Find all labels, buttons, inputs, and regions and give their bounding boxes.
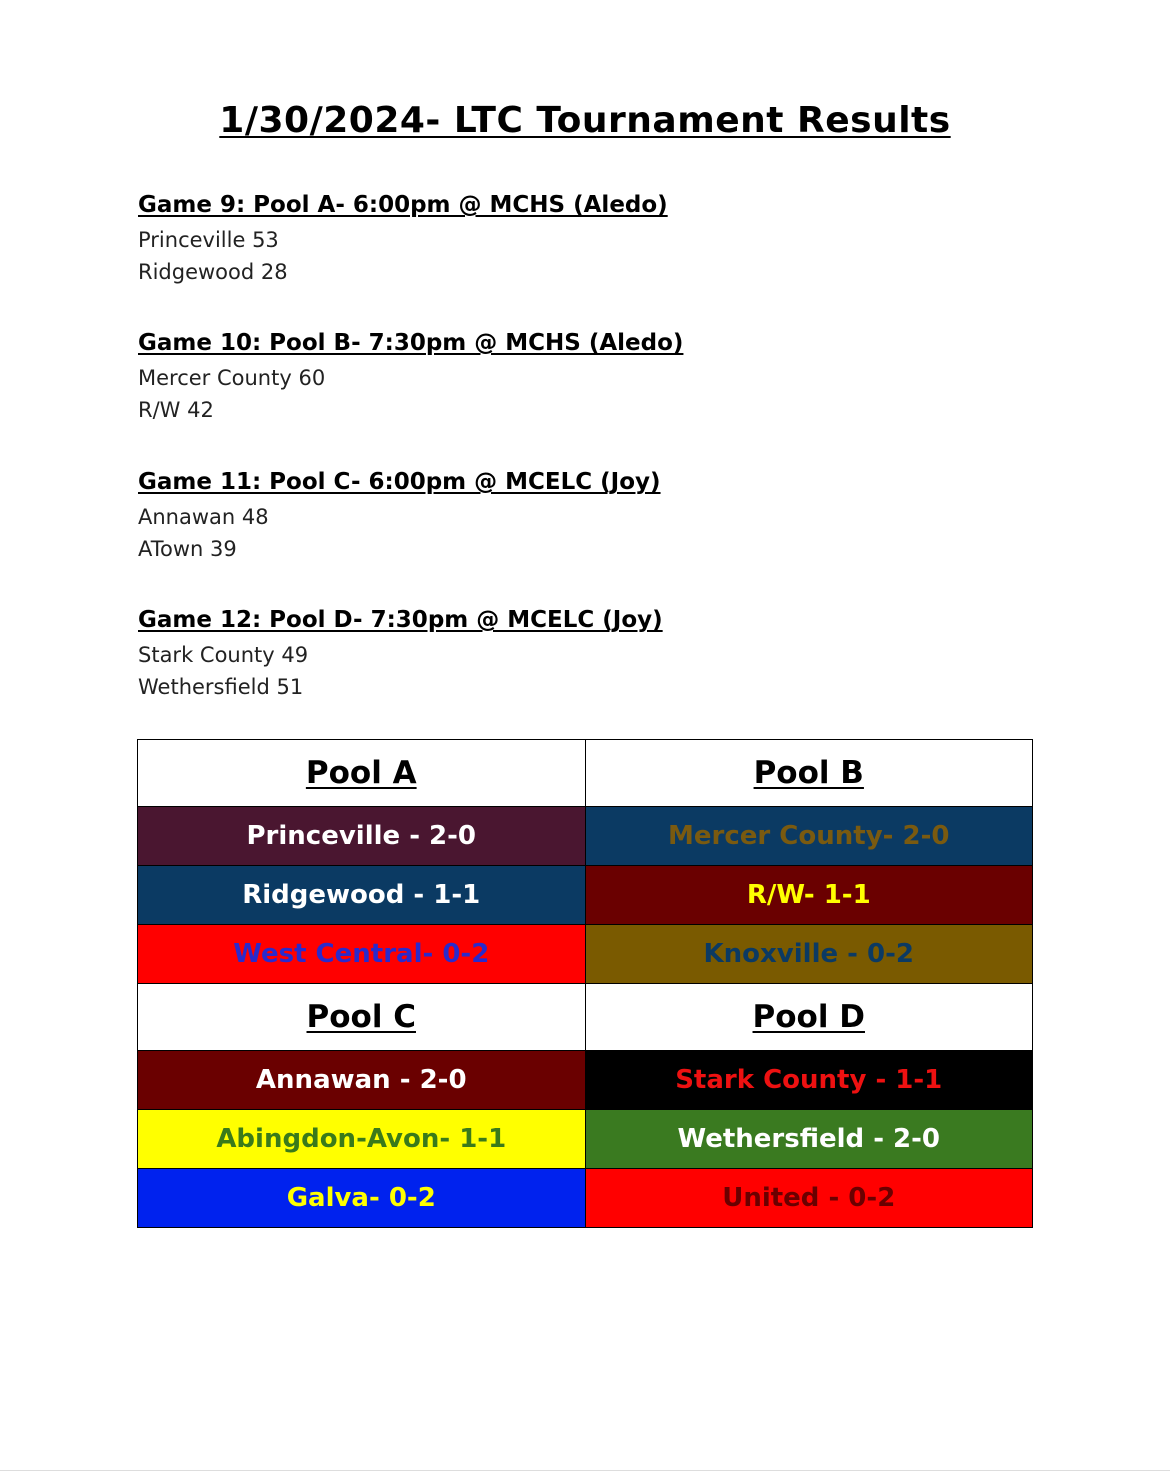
pool-d-team-3: United - 0-2 — [585, 1169, 1033, 1228]
game-score-line: ATown 39 — [138, 537, 237, 561]
pool-a-team-1: Princeville - 2-0 — [138, 807, 586, 866]
pool-row — [138, 1169, 1033, 1228]
game-heading: Game 10: Pool B- 7:30pm @ MCHS (Aledo) — [138, 330, 684, 356]
pool-c-team-1: Annawan - 2-0 — [138, 1051, 586, 1110]
pool-row — [138, 925, 1033, 984]
game-score-line: Mercer County 60 — [138, 366, 326, 390]
pool-row — [138, 866, 1033, 925]
pool-row — [138, 1051, 1033, 1110]
pool-row — [138, 1110, 1033, 1169]
pool-d-team-2: Wethersfield - 2-0 — [585, 1110, 1033, 1169]
pool-c-team-3: Galva- 0-2 — [138, 1169, 586, 1228]
pool-a-team-3: West Central- 0-2 — [138, 925, 586, 984]
pool-d-header: Pool D — [585, 984, 1033, 1051]
pool-b-header: Pool B — [585, 740, 1033, 807]
pool-a-header: Pool A — [138, 740, 586, 807]
game-score-line: Princeville 53 — [138, 228, 279, 252]
game-score-line: R/W 42 — [138, 398, 214, 422]
game-10 — [138, 328, 683, 426]
game-score-line: Annawan 48 — [138, 505, 269, 529]
game-heading: Game 11: Pool C- 6:00pm @ MCELC (Joy) — [138, 469, 661, 495]
pool-c-team-2: Abingdon-Avon- 1-1 — [138, 1110, 586, 1169]
pool-b-team-2: R/W- 1-1 — [585, 866, 1033, 925]
game-score-line: Ridgewood 28 — [138, 260, 288, 284]
game-score-line: Wethersfield 51 — [138, 675, 304, 699]
pool-c-header: Pool C — [138, 984, 586, 1051]
pool-b-team-3: Knoxville - 0-2 — [585, 925, 1033, 984]
pool-d-team-1: Stark County - 1-1 — [585, 1051, 1033, 1110]
pool-standings-table — [137, 739, 1033, 1228]
page-title: 1/30/2024- LTC Tournament Results — [219, 100, 951, 141]
game-11 — [138, 467, 661, 565]
game-score-line: Stark County 49 — [138, 643, 309, 667]
pool-b-team-1: Mercer County- 2-0 — [585, 807, 1033, 866]
pool-header-row — [138, 984, 1033, 1051]
game-12 — [138, 605, 663, 703]
pool-header-row — [138, 740, 1033, 807]
pool-row — [138, 807, 1033, 866]
pool-a-team-2: Ridgewood - 1-1 — [138, 866, 586, 925]
game-heading: Game 9: Pool A- 6:00pm @ MCHS (Aledo) — [138, 192, 668, 218]
game-heading: Game 12: Pool D- 7:30pm @ MCELC (Joy) — [138, 607, 663, 633]
game-9 — [138, 190, 668, 288]
